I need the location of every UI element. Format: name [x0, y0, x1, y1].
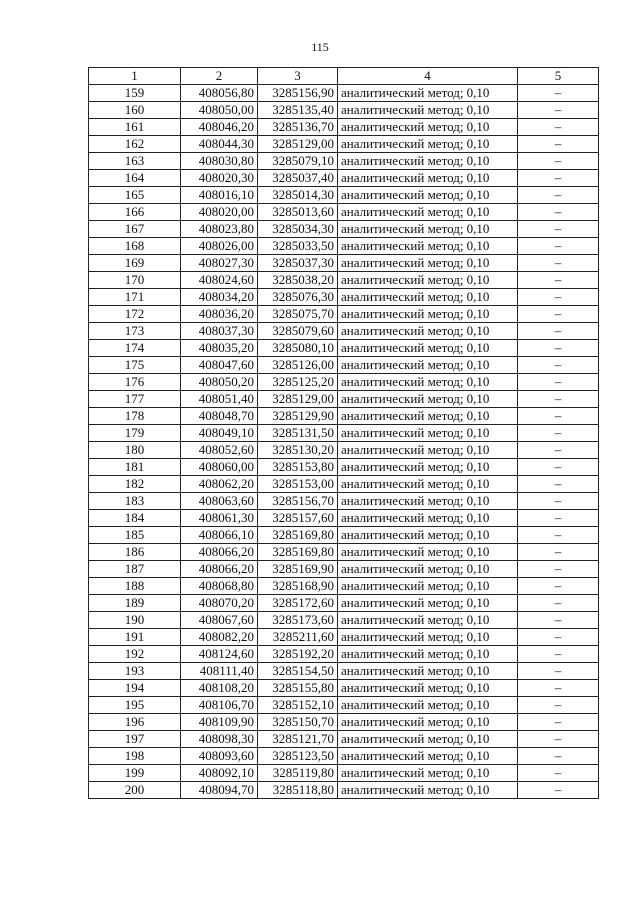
table-row: [89, 136, 599, 153]
x-coordinate-cell: 408023,80: [181, 221, 258, 238]
x-coordinate-cell: 408056,80: [181, 85, 258, 102]
x-coordinate-cell: 408020,30: [181, 170, 258, 187]
note-cell: –: [518, 731, 599, 748]
note-cell: –: [518, 221, 599, 238]
x-coordinate-cell: 408082,20: [181, 629, 258, 646]
x-coordinate-cell: 408026,00: [181, 238, 258, 255]
note-cell: –: [518, 646, 599, 663]
column-header-point-number: 1: [89, 68, 181, 85]
y-coordinate-cell: 3285192,20: [258, 646, 338, 663]
table-row: [89, 255, 599, 272]
x-coordinate-cell: 408062,20: [181, 476, 258, 493]
table-row: [89, 153, 599, 170]
point-number-cell: 166: [89, 204, 181, 221]
y-coordinate-cell: 3285154,50: [258, 663, 338, 680]
x-coordinate-cell: 408030,80: [181, 153, 258, 170]
column-header-method: 4: [338, 68, 518, 85]
x-coordinate-cell: 408066,20: [181, 561, 258, 578]
method-cell: аналитический метод; 0,10: [338, 493, 518, 510]
method-cell: аналитический метод; 0,10: [338, 748, 518, 765]
table-row: [89, 323, 599, 340]
x-coordinate-cell: 408050,00: [181, 102, 258, 119]
x-coordinate-cell: 408036,20: [181, 306, 258, 323]
note-cell: –: [518, 765, 599, 782]
y-coordinate-cell: 3285123,50: [258, 748, 338, 765]
point-number-cell: 191: [89, 629, 181, 646]
point-number-cell: 180: [89, 442, 181, 459]
x-coordinate-cell: 408060,00: [181, 459, 258, 476]
x-coordinate-cell: 408052,60: [181, 442, 258, 459]
x-coordinate-cell: 408063,60: [181, 493, 258, 510]
y-coordinate-cell: 3285079,60: [258, 323, 338, 340]
x-coordinate-cell: 408024,60: [181, 272, 258, 289]
point-number-cell: 169: [89, 255, 181, 272]
x-coordinate-cell: 408016,10: [181, 187, 258, 204]
note-cell: –: [518, 85, 599, 102]
point-number-cell: 171: [89, 289, 181, 306]
point-number-cell: 178: [89, 408, 181, 425]
x-coordinate-cell: 408020,00: [181, 204, 258, 221]
note-cell: –: [518, 306, 599, 323]
note-cell: –: [518, 459, 599, 476]
note-cell: –: [518, 119, 599, 136]
y-coordinate-cell: 3285156,90: [258, 85, 338, 102]
y-coordinate-cell: 3285038,20: [258, 272, 338, 289]
method-cell: аналитический метод; 0,10: [338, 442, 518, 459]
x-coordinate-cell: 408050,20: [181, 374, 258, 391]
point-number-cell: 175: [89, 357, 181, 374]
note-cell: –: [518, 782, 599, 799]
table-row: [89, 442, 599, 459]
table-row: [89, 272, 599, 289]
table-row: [89, 612, 599, 629]
method-cell: аналитический метод; 0,10: [338, 204, 518, 221]
point-number-cell: 183: [89, 493, 181, 510]
y-coordinate-cell: 3285157,60: [258, 510, 338, 527]
note-cell: –: [518, 204, 599, 221]
table-row: [89, 714, 599, 731]
table-row: [89, 697, 599, 714]
note-cell: –: [518, 238, 599, 255]
point-number-cell: 197: [89, 731, 181, 748]
method-cell: аналитический метод; 0,10: [338, 527, 518, 544]
method-cell: аналитический метод; 0,10: [338, 425, 518, 442]
method-cell: аналитический метод; 0,10: [338, 187, 518, 204]
y-coordinate-cell: 3285079,10: [258, 153, 338, 170]
y-coordinate-cell: 3285033,50: [258, 238, 338, 255]
point-number-cell: 179: [89, 425, 181, 442]
point-number-cell: 176: [89, 374, 181, 391]
table-row: [89, 493, 599, 510]
x-coordinate-cell: 408106,70: [181, 697, 258, 714]
note-cell: –: [518, 425, 599, 442]
y-coordinate-cell: 3285129,90: [258, 408, 338, 425]
method-cell: аналитический метод; 0,10: [338, 714, 518, 731]
method-cell: аналитический метод; 0,10: [338, 595, 518, 612]
point-number-cell: 193: [89, 663, 181, 680]
x-coordinate-cell: 408027,30: [181, 255, 258, 272]
method-cell: аналитический метод; 0,10: [338, 221, 518, 238]
note-cell: –: [518, 510, 599, 527]
table-row: [89, 391, 599, 408]
y-coordinate-cell: 3285121,70: [258, 731, 338, 748]
method-cell: аналитический метод; 0,10: [338, 323, 518, 340]
y-coordinate-cell: 3285172,60: [258, 595, 338, 612]
y-coordinate-cell: 3285168,90: [258, 578, 338, 595]
table-row: [89, 425, 599, 442]
method-cell: аналитический метод; 0,10: [338, 374, 518, 391]
y-coordinate-cell: 3285155,80: [258, 680, 338, 697]
method-cell: аналитический метод; 0,10: [338, 153, 518, 170]
x-coordinate-cell: 408108,20: [181, 680, 258, 697]
page-number: 115: [311, 40, 329, 54]
column-header-y: 3: [258, 68, 338, 85]
note-cell: –: [518, 612, 599, 629]
point-number-cell: 188: [89, 578, 181, 595]
y-coordinate-cell: 3285129,00: [258, 136, 338, 153]
method-cell: аналитический метод; 0,10: [338, 544, 518, 561]
method-cell: аналитический метод; 0,10: [338, 85, 518, 102]
method-cell: аналитический метод; 0,10: [338, 629, 518, 646]
point-number-cell: 182: [89, 476, 181, 493]
method-cell: аналитический метод; 0,10: [338, 408, 518, 425]
x-coordinate-cell: 408049,10: [181, 425, 258, 442]
table-row: [89, 102, 599, 119]
note-cell: –: [518, 697, 599, 714]
point-number-cell: 161: [89, 119, 181, 136]
point-number-cell: 174: [89, 340, 181, 357]
y-coordinate-cell: 3285136,70: [258, 119, 338, 136]
point-number-cell: 196: [89, 714, 181, 731]
y-coordinate-cell: 3285118,80: [258, 782, 338, 799]
y-coordinate-cell: 3285156,70: [258, 493, 338, 510]
y-coordinate-cell: 3285150,70: [258, 714, 338, 731]
table-row: [89, 289, 599, 306]
x-coordinate-cell: 408051,40: [181, 391, 258, 408]
note-cell: –: [518, 136, 599, 153]
note-cell: –: [518, 272, 599, 289]
table-row: [89, 357, 599, 374]
y-coordinate-cell: 3285169,80: [258, 544, 338, 561]
method-cell: аналитический метод; 0,10: [338, 391, 518, 408]
y-coordinate-cell: 3285080,10: [258, 340, 338, 357]
point-number-cell: 189: [89, 595, 181, 612]
method-cell: аналитический метод; 0,10: [338, 680, 518, 697]
table-row: [89, 527, 599, 544]
note-cell: –: [518, 544, 599, 561]
note-cell: –: [518, 714, 599, 731]
point-number-cell: 172: [89, 306, 181, 323]
table-row: [89, 782, 599, 799]
note-cell: –: [518, 255, 599, 272]
point-number-cell: 185: [89, 527, 181, 544]
y-coordinate-cell: 3285119,80: [258, 765, 338, 782]
table-row: [89, 476, 599, 493]
note-cell: –: [518, 357, 599, 374]
method-cell: аналитический метод; 0,10: [338, 561, 518, 578]
x-coordinate-cell: 408093,60: [181, 748, 258, 765]
x-coordinate-cell: 408070,20: [181, 595, 258, 612]
table-row: [89, 578, 599, 595]
point-number-cell: 167: [89, 221, 181, 238]
method-cell: аналитический метод; 0,10: [338, 255, 518, 272]
y-coordinate-cell: 3285037,30: [258, 255, 338, 272]
note-cell: –: [518, 442, 599, 459]
x-coordinate-cell: 408124,60: [181, 646, 258, 663]
note-cell: –: [518, 408, 599, 425]
table-row: [89, 646, 599, 663]
point-number-cell: 190: [89, 612, 181, 629]
table-row: [89, 561, 599, 578]
note-cell: –: [518, 663, 599, 680]
x-coordinate-cell: 408067,60: [181, 612, 258, 629]
method-cell: аналитический метод; 0,10: [338, 459, 518, 476]
method-cell: аналитический метод; 0,10: [338, 306, 518, 323]
table-row: [89, 595, 599, 612]
y-coordinate-cell: 3285135,40: [258, 102, 338, 119]
note-cell: –: [518, 153, 599, 170]
y-coordinate-cell: 3285153,80: [258, 459, 338, 476]
point-number-cell: 164: [89, 170, 181, 187]
point-number-cell: 173: [89, 323, 181, 340]
point-number-cell: 165: [89, 187, 181, 204]
note-cell: –: [518, 493, 599, 510]
table-row: [89, 187, 599, 204]
method-cell: аналитический метод; 0,10: [338, 476, 518, 493]
method-cell: аналитический метод; 0,10: [338, 663, 518, 680]
method-cell: аналитический метод; 0,10: [338, 612, 518, 629]
x-coordinate-cell: 408066,10: [181, 527, 258, 544]
method-cell: аналитический метод; 0,10: [338, 119, 518, 136]
note-cell: –: [518, 748, 599, 765]
table-row: [89, 629, 599, 646]
x-coordinate-cell: 408061,30: [181, 510, 258, 527]
point-number-cell: 170: [89, 272, 181, 289]
note-cell: –: [518, 561, 599, 578]
table-row: [89, 238, 599, 255]
note-cell: –: [518, 374, 599, 391]
table-header-row: [89, 68, 599, 85]
table-row: [89, 765, 599, 782]
coordinates-table: [88, 67, 599, 799]
y-coordinate-cell: 3285075,70: [258, 306, 338, 323]
point-number-cell: 195: [89, 697, 181, 714]
x-coordinate-cell: 408047,60: [181, 357, 258, 374]
point-number-cell: 186: [89, 544, 181, 561]
x-coordinate-cell: 408109,90: [181, 714, 258, 731]
method-cell: аналитический метод; 0,10: [338, 731, 518, 748]
point-number-cell: 160: [89, 102, 181, 119]
y-coordinate-cell: 3285037,40: [258, 170, 338, 187]
table-row: [89, 680, 599, 697]
table-row: [89, 85, 599, 102]
note-cell: –: [518, 595, 599, 612]
table-row: [89, 374, 599, 391]
method-cell: аналитический метод; 0,10: [338, 238, 518, 255]
y-coordinate-cell: 3285130,20: [258, 442, 338, 459]
table-body: [89, 85, 599, 799]
x-coordinate-cell: 408111,40: [181, 663, 258, 680]
x-coordinate-cell: 408034,20: [181, 289, 258, 306]
table-row: [89, 221, 599, 238]
y-coordinate-cell: 3285076,30: [258, 289, 338, 306]
table-row: [89, 510, 599, 527]
x-coordinate-cell: 408035,20: [181, 340, 258, 357]
method-cell: аналитический метод; 0,10: [338, 289, 518, 306]
y-coordinate-cell: 3285152,10: [258, 697, 338, 714]
table-row: [89, 408, 599, 425]
note-cell: –: [518, 578, 599, 595]
note-cell: –: [518, 170, 599, 187]
table-row: [89, 119, 599, 136]
x-coordinate-cell: 408037,30: [181, 323, 258, 340]
method-cell: аналитический метод; 0,10: [338, 578, 518, 595]
method-cell: аналитический метод; 0,10: [338, 272, 518, 289]
point-number-cell: 199: [89, 765, 181, 782]
table-row: [89, 459, 599, 476]
method-cell: аналитический метод; 0,10: [338, 697, 518, 714]
point-number-cell: 192: [89, 646, 181, 663]
method-cell: аналитический метод; 0,10: [338, 765, 518, 782]
method-cell: аналитический метод; 0,10: [338, 510, 518, 527]
point-number-cell: 194: [89, 680, 181, 697]
table-row: [89, 170, 599, 187]
point-number-cell: 200: [89, 782, 181, 799]
note-cell: –: [518, 527, 599, 544]
y-coordinate-cell: 3285173,60: [258, 612, 338, 629]
y-coordinate-cell: 3285014,30: [258, 187, 338, 204]
point-number-cell: 177: [89, 391, 181, 408]
note-cell: –: [518, 323, 599, 340]
x-coordinate-cell: 408068,80: [181, 578, 258, 595]
note-cell: –: [518, 187, 599, 204]
column-header-x: 2: [181, 68, 258, 85]
y-coordinate-cell: 3285013,60: [258, 204, 338, 221]
note-cell: –: [518, 476, 599, 493]
y-coordinate-cell: 3285131,50: [258, 425, 338, 442]
point-number-cell: 181: [89, 459, 181, 476]
note-cell: –: [518, 391, 599, 408]
x-coordinate-cell: 408092,10: [181, 765, 258, 782]
note-cell: –: [518, 289, 599, 306]
note-cell: –: [518, 680, 599, 697]
point-number-cell: 162: [89, 136, 181, 153]
method-cell: аналитический метод; 0,10: [338, 102, 518, 119]
note-cell: –: [518, 340, 599, 357]
y-coordinate-cell: 3285211,60: [258, 629, 338, 646]
y-coordinate-cell: 3285129,00: [258, 391, 338, 408]
table-row: [89, 663, 599, 680]
x-coordinate-cell: 408098,30: [181, 731, 258, 748]
x-coordinate-cell: 408066,20: [181, 544, 258, 561]
x-coordinate-cell: 408094,70: [181, 782, 258, 799]
method-cell: аналитический метод; 0,10: [338, 136, 518, 153]
table-row: [89, 204, 599, 221]
table-row: [89, 306, 599, 323]
method-cell: аналитический метод; 0,10: [338, 646, 518, 663]
column-header-note: 5: [518, 68, 599, 85]
x-coordinate-cell: 408046,20: [181, 119, 258, 136]
y-coordinate-cell: 3285169,90: [258, 561, 338, 578]
y-coordinate-cell: 3285125,20: [258, 374, 338, 391]
y-coordinate-cell: 3285169,80: [258, 527, 338, 544]
y-coordinate-cell: 3285034,30: [258, 221, 338, 238]
y-coordinate-cell: 3285153,00: [258, 476, 338, 493]
table-row: [89, 340, 599, 357]
point-number-cell: 187: [89, 561, 181, 578]
x-coordinate-cell: 408048,70: [181, 408, 258, 425]
table-row: [89, 731, 599, 748]
table-row: [89, 748, 599, 765]
point-number-cell: 198: [89, 748, 181, 765]
method-cell: аналитический метод; 0,10: [338, 782, 518, 799]
point-number-cell: 163: [89, 153, 181, 170]
table-row: [89, 544, 599, 561]
method-cell: аналитический метод; 0,10: [338, 170, 518, 187]
note-cell: –: [518, 629, 599, 646]
method-cell: аналитический метод; 0,10: [338, 357, 518, 374]
point-number-cell: 168: [89, 238, 181, 255]
note-cell: –: [518, 102, 599, 119]
point-number-cell: 184: [89, 510, 181, 527]
x-coordinate-cell: 408044,30: [181, 136, 258, 153]
method-cell: аналитический метод; 0,10: [338, 340, 518, 357]
y-coordinate-cell: 3285126,00: [258, 357, 338, 374]
point-number-cell: 159: [89, 85, 181, 102]
